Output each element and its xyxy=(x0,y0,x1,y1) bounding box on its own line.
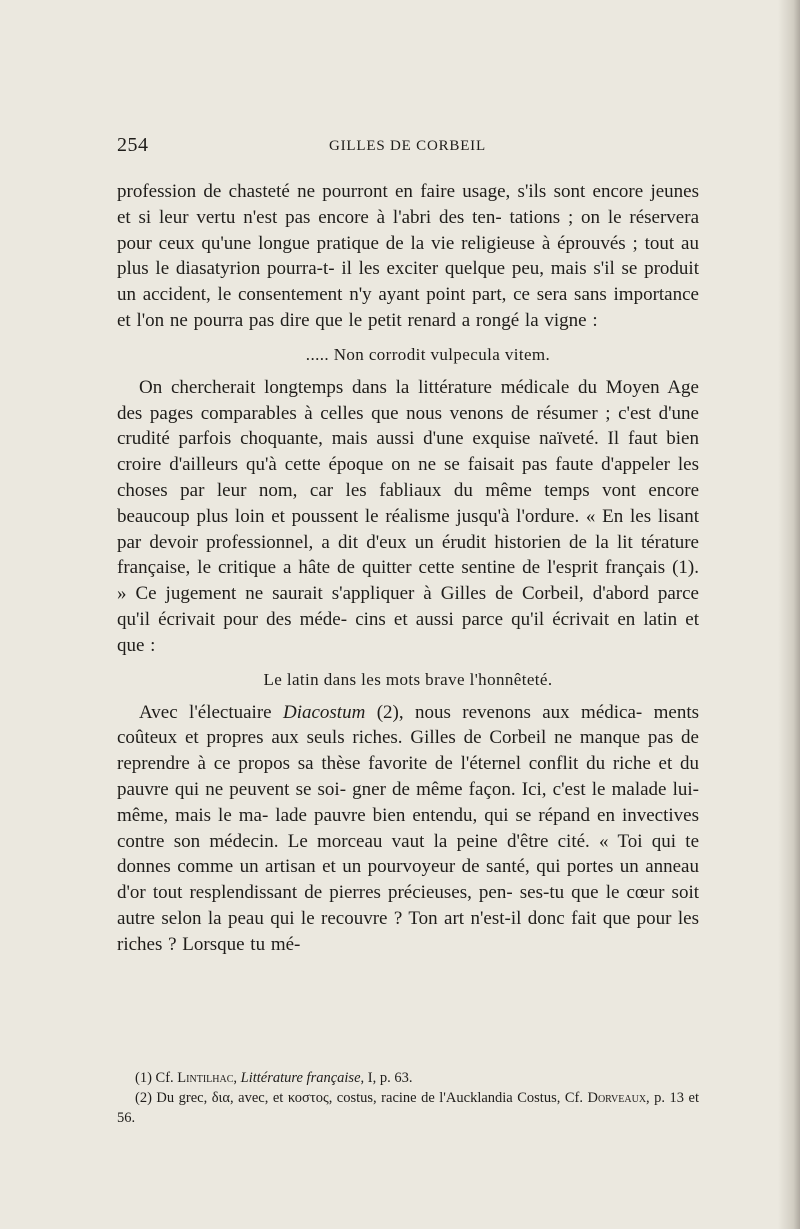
latin-quote: ..... Non corrodit vulpecula vitem. xyxy=(305,344,551,364)
body-text xyxy=(117,179,699,958)
footnote-2-rest: , costus, racine de l'Aucklandia Costus, Cf. xyxy=(328,1090,583,1106)
page-header xyxy=(117,134,697,160)
paragraph-3 xyxy=(117,700,699,958)
paragraph-1: profession de chasteté ne pourront en faire usage, s'ils sont encore jeunes et si leur vertu n'est pas encore à l'abri des ten- tations ; on le réservera pour ceux qu'une longue pratique de la vie religieuse à éprouvés ; tout au plus le diasatyrion pourra-t- il les exciter quelque peu, mais s'il se produit un accident, le consentement n'y ayant point part, ce sera sans importance et l'on ne pourra pas dire que le petit renard a rongé la vigne : xyxy=(117,181,699,331)
page-edge-shadow xyxy=(778,0,800,1229)
page-number: 254 xyxy=(117,134,149,156)
verse-quote: Le latin dans les mots brave l'honnêteté. xyxy=(263,669,553,689)
footnote-2-end: p. 13 et 56. xyxy=(117,1090,700,1126)
paragraph-3-rest: (2), nous revenons aux médica- ments coûteux et propres aux seuls riches. Gilles de Corbeil ne manque pas de reprendre à ce propos sa thèse favorite de l'éternel conflit du riche et du pauvre qui ne peuvent se soi- gner de même façon. Ici, c'est le malade lui-même, mais le ma- lade pauvre bien entendu, qui se répand en invectives contre son médecin. Le morceau vaut la peine d'être cité. « Toi qui te donnes comme un artisan et un pourvoyeur de santé, qui portes un anneau d'or tout resplendissant de pierres précieuses, pen- ses-tu que le cœur soit autre selon la peau qui le recouvre ? Ton art n'est-il donc fait que pour les riches ? Lorsque tu mé- xyxy=(117,701,700,955)
footnote-1-author: Lintilhac, xyxy=(177,1070,237,1086)
footnote-2-greek-2: κοστος xyxy=(287,1090,329,1106)
footnote-2 xyxy=(117,1088,699,1128)
footnote-1 xyxy=(117,1068,699,1088)
footnote-2-mid: , avec, et xyxy=(230,1090,284,1106)
footnotes xyxy=(117,1068,699,1128)
running-title: GILLES DE CORBEIL xyxy=(329,138,486,154)
footnote-2-prefix: (2) Du grec, xyxy=(135,1090,208,1106)
paragraph-3-italic: Diacostum xyxy=(282,701,366,723)
footnote-1-rest: , I, p. 63. xyxy=(360,1070,413,1086)
paragraph-2-text: On chercherait longtemps dans la littérature médicale du Moyen Age des pages comparables à celles que nous venons de résumer ; c'est d'une crudité parfois choquante, mais aussi d'une exquise naïveté. Il faut bien croire d'ailleurs qu'à cette époque on ne se faisait pas faute d'appeler les choses par leur nom, car les fabliaux du même temps vont encore beaucoup plus loin et poussent le réalisme jusqu'à l'ordure. « En les lisant par devoir professionnel, a dit d'eux un érudit historien de la lit térature française, le critique a hâte de quitter cette sentine de l'esprit français (1). » Ce jugement ne saurait s'appliquer à Gilles de Corbeil, d'abord parce qu'il écrivait pour des méde- cins et aussi parce qu'il écrivait en latin et que : xyxy=(117,376,699,656)
footnote-1-prefix: (1) Cf. xyxy=(135,1070,174,1086)
footnote-2-greek-1: δια xyxy=(211,1090,231,1106)
paragraph-3-start: Avec l'électuaire xyxy=(139,701,272,723)
paragraph-2 xyxy=(117,375,699,659)
footnote-2-author: Dorveaux, xyxy=(587,1090,650,1106)
footnote-1-title: Littérature française xyxy=(240,1070,361,1086)
